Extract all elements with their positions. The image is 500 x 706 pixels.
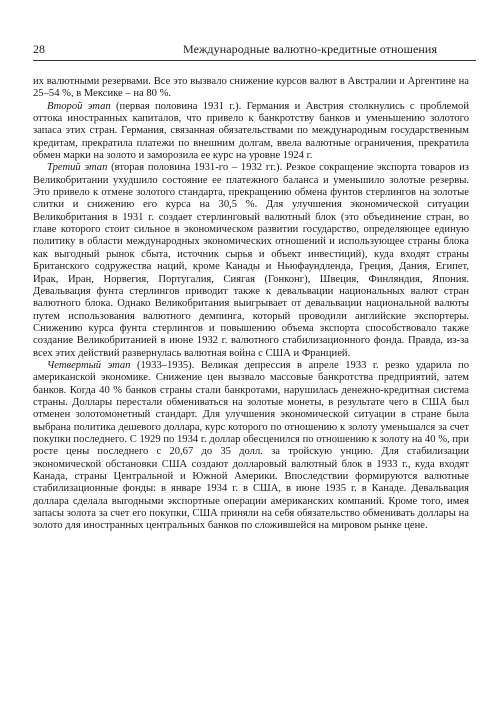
page-header — [33, 40, 476, 61]
paragraph-stage-2 — [33, 101, 469, 163]
body-text — [33, 76, 469, 533]
stage-heading: Третий этап — [47, 162, 108, 174]
running-title: Международные валютно-кредитные отношения — [183, 42, 438, 56]
paragraph-continuation — [33, 76, 469, 101]
stage-heading: Четвертый этап — [47, 359, 131, 371]
paragraph-text: (первая половина 1931 г.). Германия и Австрия столкнулись с проблемой оттока иностранных капиталов, что привело к банкротству банков и уменьшению золотого запаса этих стран. Германия, связанная обязательствами по международным государственным кредитам, прекратила платежи по внешним долгам, ввела валютные ограничения, прекратила обмен марки на золото и заморозила ее курс на уровне 1924 г. — [33, 100, 470, 162]
paragraph-stage-3 — [33, 162, 469, 360]
paragraph-text: (вторая половина 1931-го – 1932 гг.). Резкое сокращение экспорта товаров из Великобритании ухудшило состояние ее платежного баланса и уменьшило золотые резервы. Это привело к отмене золотого стандарта, прекращению обмена фунтов стерлингов на золотые слитки и снижению его курса на 30,5 %. Для улучшения экономической ситуации Великобритания в 1931 г. создает стерлинговый валютный блок (это объединение стран, во главе которого стоит сильное в экономическом развитии государство, определяющее единую политику в области международных экономических отношений и использующее страны блока как выгодный рынок сбыта, источник сырья и объект инвестиций), куда входят страны Британского содружества наций, кроме Канады и Ньюфаундленда, Греция, Дания, Египет, Ирак, Иран, Норвегия, Португалия, Сиягая (Гонконг), Швеция, Финляндия, Япония. Девальвация фунта стерлингов приводит также к девальвации национальных валют стран валютного блока. Однако Великобритания выигрывает от девальвации национальной валюты путем использования валютного демпинга, который проводили английские экспортеры. Снижению курса фунта стерлингов и повышению объема экспорта способствовало также создание Великобританией в июне 1932 г. валютного стабилизационного фонда. Правда, из-за всех этих действий развернулась валютная война с США и Францией. — [33, 162, 469, 359]
page-number: 28 — [33, 42, 45, 56]
paragraph-stage-4 — [33, 360, 469, 533]
stage-heading: Второй этап — [47, 100, 111, 112]
paragraph-text: (1933–1935). Великая депрессия в апреле 1933 г. резко ударила по американской экономике. Снижение цен вызвало массовые банкротства предприятий, затем банков. Когда 40 % банков страны стали банкротами, нарушилась денежно-кредитная система страны. Доллары перестали обмениваться на золотые монеты, в результате чего в США был отменен золотомонетный стандарт. Для улучшения экономической ситуации в стране была выбрана политика дешевого доллара, курс которого по отношению к золоту уменьшался за счет покупки последнего. С 1929 по 1934 г. доллар обесценился по отношению к золоту на 40 %, при росте цены последнего с 20,67 до 35 долл. за тройскую унцию. Для стабилизации экономической обстановки США создают долларовый валютный блок в 1933 г., куда входят Канада, страны Центральной и Южной Америки. Впоследствии формируются валютные стабилизационные фонды: в январе 1934 г. в США, в июне 1935 г. в Канаде. Девальвация доллара сделала выгодными экспортные операции американских компаний. Кроме того, имея запасы золота за счет его покупки, США приняли на себя обязательство обменивать доллары на золото для иностранных центральных банков по сложившейся на мировом рынке цене. — [33, 359, 469, 532]
paragraph-text: их валютными резервами. Все это вызвало снижение курсов валют в Австралии и Аргентине на 25–54 %, в Мексике – на 80 %. — [33, 76, 469, 100]
